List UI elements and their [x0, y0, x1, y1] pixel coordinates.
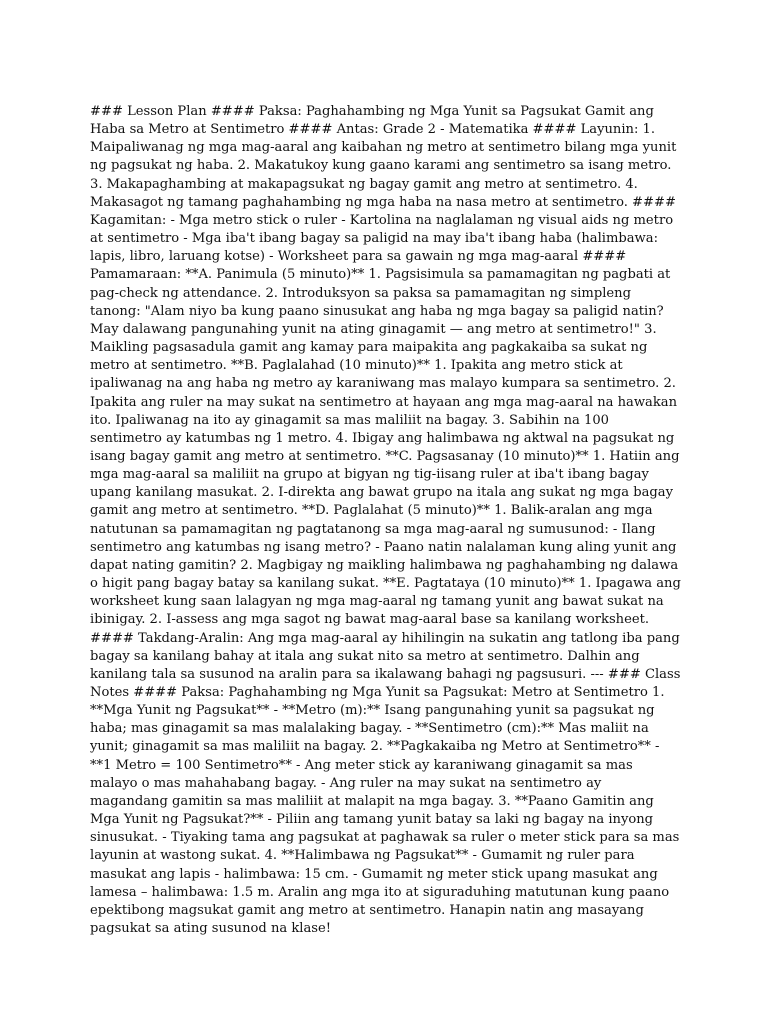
lesson-plan-text: ### Lesson Plan #### Paksa: Paghahambing ng Mga Yunit sa Pagsukat Gamit ang Haba sa Metro at Sentimetro #### Antas: Grade 2 - Matematika #### Layunin: 1. Maipaliwanag ng mga mag-aaral ang kaibahan ng metro at sentimetro bilang mga yunit ng pagsukat ng haba. 2. Makatukoy kung gaano karami ang sentimetro sa isang metro. 3. Makapaghambing at makapagsukat ng bagay gamit ang metro at sentimetro. 4. Makasagot ng tamang paghahambing ng mga haba na nasa metro at sentimetro. #### Kagamitan: - Mga metro stick o ruler - Kartolina na naglalaman ng visual aids ng metro at sentimetro - Mga iba't ibang bagay sa paligid na may iba't ibang haba (halimbawa: lapis, libro, laruang kotse) - Worksheet para sa gawain ng mga mag-aaral #### Pamamaraan: **A. Panimula (5 minuto)** 1. Pagsisimula sa pamamagitan ng pagbati at pag-check ng attendance. 2. Introduksyon sa paksa sa pamamagitan ng simpleng tanong: "Alam niyo ba kung paano sinusukat ang haba ng mga bagay sa paligid natin? May dalawang pangunahing yunit na ating ginagamit — ang metro at sentimetro!" 3. Maikling pagsasadula gamit ang kamay para maipakita ang pagkakaiba sa sukat ng metro at sentimetro. **B. Paglalahad (10 minuto)** 1. Ipakita ang metro stick at ipaliwanag na ang haba ng metro ay karaniwang mas malayo kumpara sa sentimetro. 2. Ipakita ang ruler na may sukat na sentimetro at hayaan ang mga mag-aaral na hawakan ito. Ipaliwanag na ito ay ginagamit sa mas maliliit na bagay. 3. Sabihin na 100 sentimetro ay katumbas ng 1 metro. 4. Ibigay ang halimbawa ng aktwal na pagsukat ng isang bagay gamit ang metro at sentimetro. **C. Pagsasanay (10 minuto)** 1. Hatiin ang mga mag-aaral sa maliliit na grupo at bigyan ng tig-iisang ruler at iba't ibang bagay upang kanilang masukat. 2. I-direkta ang bawat grupo na itala ang sukat ng mga bagay gamit ang metro at sentimetro. **D. Paglalahat (5 minuto)** 1. Balik-aralan ang mga natutunan sa pamamagitan ng pagtatanong sa mga mag-aaral ng sumusunod: - Ilang sentimetro ang katumbas ng isang metro? - Paano natin nalalaman kung aling yunit ang dapat nating gamitin? 2. Magbigay ng maikling halimbawa ng paghahambing ng dalawa o higit pang bagay batay sa kanilang sukat. **E. Pagtataya (10 minuto)** 1. Ipagawa ang worksheet kung saan lalagyan ng mga mag-aaral ng tamang yunit ang bawat sukat na ibinigay. 2. I-assess ang mga sagot ng bawat mag-aaral base sa kanilang worksheet. #### Takdang-Aralin: Ang mga mag-aaral ay hihilingin na sukatin ang tatlong iba pang bagay sa kanilang bahay at itala ang sukat nito sa metro at sentimetro. Dalhin ang kanilang tala sa susunod na aralin para sa ikalawang bahagi ng pagsusuri. --- ### Class Notes #### Paksa: Paghahambing ng Mga Yunit sa Pagsukat: Metro at Sentimetro 1. **Mga Yunit ng Pagsukat** - **Metro (m):** Isang pangunahing yunit sa pagsukat ng haba; mas ginagamit sa mas malalaking bagay. - **Sentimetro (cm):** Mas maliit na yunit; ginagamit sa mas maliliit na bagay. 2. **Pagkakaiba ng Metro at Sentimetro** - **1 Metro = 100 Sentimetro** - Ang meter stick ay karaniwang ginagamit sa mas malayo o mas mahahabang bagay. - Ang ruler na may sukat na sentimetro ay magandang gamitin sa mas maliliit at malapit na mga bagay. 3. **Paano Gamitin ang Mga Yunit ng Pagsukat?** - Piliin ang tamang yunit batay sa laki ng bagay na inyong sinusukat. - Tiyaking tama ang pagsukat at paghawak sa ruler o meter stick para sa mas layunin at wastong sukat. 4. **Halimbawa ng Pagsukat** - Gumamit ng ruler para masukat ang lapis - halimbawa: 15 cm. - Gumamit ng meter stick upang masukat ang lamesa – halimbawa: 1.5 m. Aralin ang mga ito at siguraduhing matutunan kung paano epektibong magsukat gamit ang metro at sentimetro. Hanapin natin ang masayang pagsukat sa ating susunod na klase!	[90, 104, 681, 937]
